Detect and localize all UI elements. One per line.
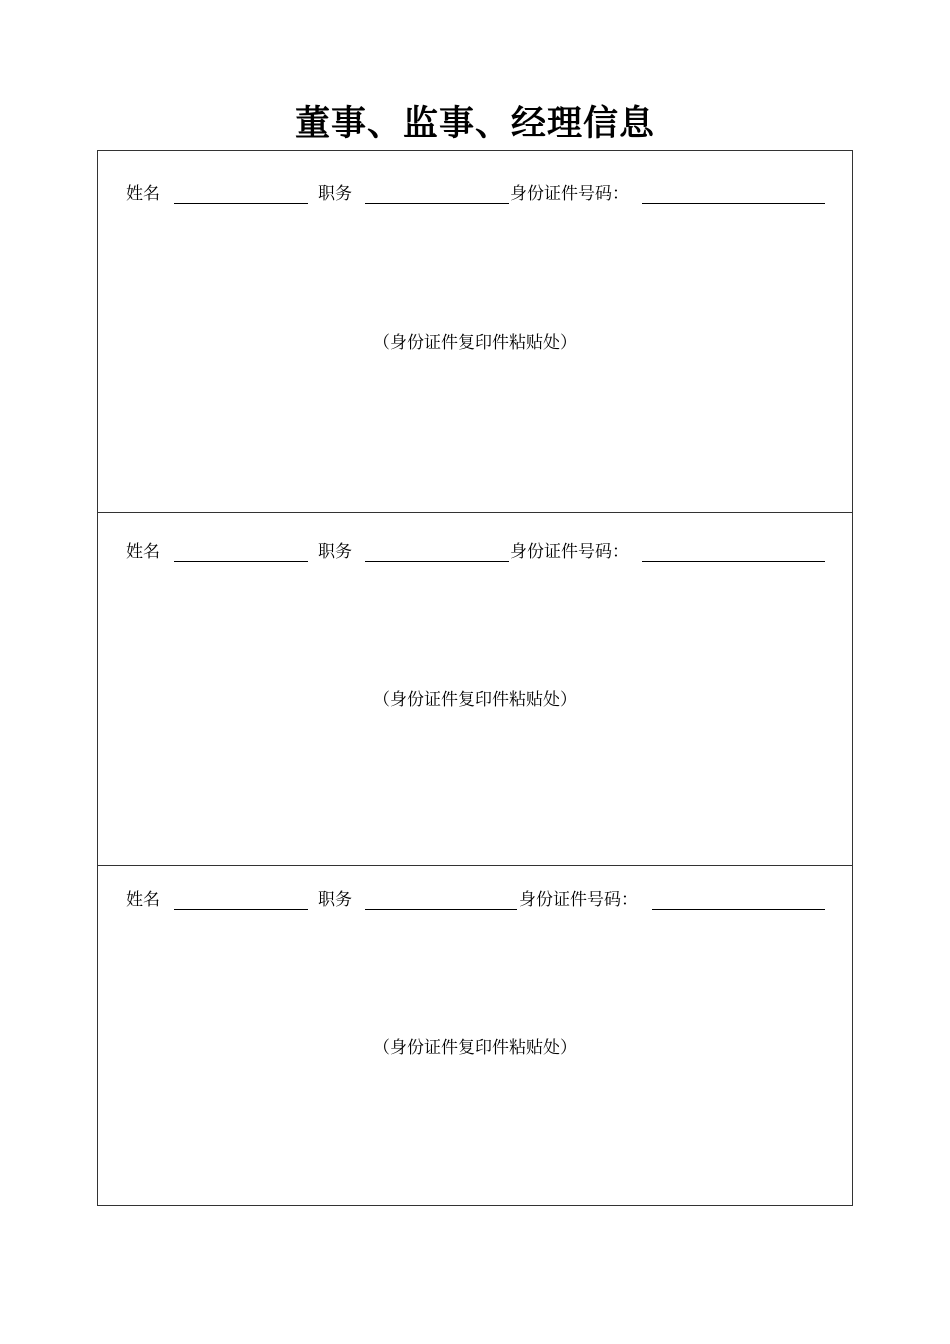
field-row: [98, 539, 852, 565]
name-blank-line[interactable]: [174, 909, 308, 910]
position-label: 职务: [318, 184, 352, 204]
personnel-entry-2: [98, 513, 852, 866]
name-label: 姓名: [126, 890, 160, 910]
id-number-label: 身份证件号码：: [510, 184, 629, 204]
name-label: 姓名: [126, 542, 160, 562]
field-row: [98, 181, 852, 207]
id-number-blank-line[interactable]: [652, 909, 825, 910]
page-title: 董事、监事、经理信息: [294, 104, 655, 144]
id-number-blank-line[interactable]: [642, 203, 825, 204]
personnel-entry-1: [98, 151, 852, 513]
name-blank-line[interactable]: [174, 561, 308, 562]
position-blank-line[interactable]: [365, 561, 509, 562]
id-copy-paste-area-label: （身份证件复印件粘贴处）: [373, 690, 577, 710]
personnel-entry-3: [98, 866, 852, 1205]
id-number-label: 身份证件号码：: [510, 542, 629, 562]
field-row: [98, 887, 852, 913]
id-copy-paste-area-label: （身份证件复印件粘贴处）: [373, 333, 577, 353]
name-label: 姓名: [126, 184, 160, 204]
position-blank-line[interactable]: [365, 909, 517, 910]
position-blank-line[interactable]: [365, 203, 509, 204]
name-blank-line[interactable]: [174, 203, 308, 204]
id-number-blank-line[interactable]: [642, 561, 825, 562]
id-number-label: 身份证件号码：: [519, 890, 638, 910]
id-copy-paste-area-label: （身份证件复印件粘贴处）: [373, 1038, 577, 1058]
position-label: 职务: [318, 890, 352, 910]
position-label: 职务: [318, 542, 352, 562]
personnel-form-table: [97, 150, 853, 1206]
